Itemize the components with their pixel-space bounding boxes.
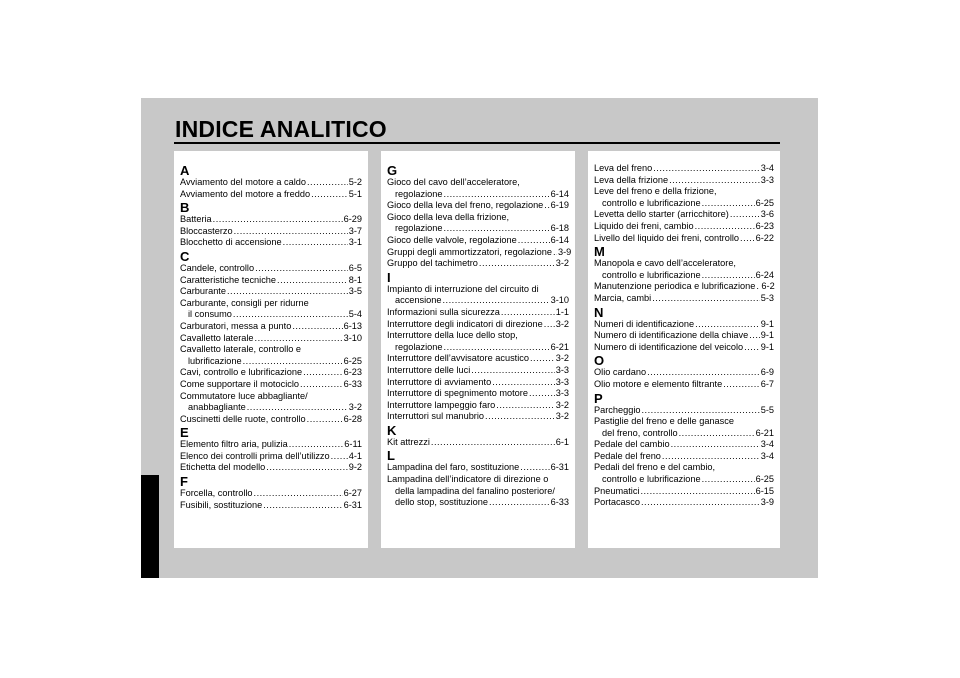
entry-page-number: 6-23 xyxy=(755,220,774,231)
index-entry xyxy=(594,486,774,498)
entry-label: controllo e lubrificazione xyxy=(602,269,701,280)
index-entry-text: Lampadina dell’indicatore di direzione o xyxy=(387,474,549,485)
entry-label: lubrificazione xyxy=(188,355,242,366)
entry-label: Fusibili, sostituzione xyxy=(180,499,263,510)
entry-label: Cavalletto laterale xyxy=(180,332,254,343)
entry-label: Interruttore dell’avvisatore acustico xyxy=(387,353,529,364)
entry-label: Pedale del freno xyxy=(594,450,661,461)
index-entry xyxy=(180,309,362,321)
entry-label: del freno, controllo xyxy=(602,427,678,438)
entry-label: Come supportare il motociclo xyxy=(180,378,299,389)
index-entry xyxy=(594,319,774,331)
index-entry-text: Pastiglie del freno e delle ganasce xyxy=(594,416,734,427)
entry-page-number: 5-4 xyxy=(348,309,362,320)
entry-page-number: 3-7 xyxy=(348,225,362,236)
entry-label: Manutenzione periodica e lubrificazione xyxy=(594,281,756,292)
dot-leader xyxy=(444,342,550,354)
dot-leader xyxy=(702,474,755,486)
dot-leader xyxy=(529,388,555,400)
index-entry xyxy=(180,356,362,368)
index-entry-text: Impianto di interruzione del circuito di xyxy=(387,283,539,294)
index-entry xyxy=(594,163,774,175)
entry-label: Candele, controllo xyxy=(180,262,255,273)
index-entry xyxy=(594,405,774,417)
entry-page-number: 3-4 xyxy=(760,163,774,173)
entry-page-number: 6-33 xyxy=(550,497,569,508)
index-entry xyxy=(387,189,569,201)
index-entry xyxy=(180,321,362,333)
entry-page-number: 8-1 xyxy=(348,274,362,285)
dot-leader xyxy=(255,263,348,275)
index-entry-text: Leve del freno e della frizione, xyxy=(594,186,717,197)
dot-leader xyxy=(730,209,760,221)
dot-leader xyxy=(255,333,343,345)
entry-label: Gioco delle valvole, regolazione xyxy=(387,234,517,245)
entry-label: Carburante xyxy=(180,286,226,297)
index-entry xyxy=(387,437,569,449)
entry-page-number: 6-22 xyxy=(755,232,774,243)
entry-page-number: 5-3 xyxy=(760,292,774,303)
dot-leader xyxy=(669,175,760,187)
entry-label: Cavi, controllo e lubrificazione xyxy=(180,367,303,378)
entry-page-number: 3-5 xyxy=(348,286,362,297)
entry-page-number: 3-3 xyxy=(555,376,569,387)
entry-label: Olio cardano xyxy=(594,367,647,378)
dot-leader xyxy=(530,353,555,365)
entry-label: Livello del liquido dei freni, controllo xyxy=(594,232,740,243)
index-entry xyxy=(387,365,569,377)
index-entry xyxy=(594,451,774,463)
index-entry xyxy=(387,497,569,509)
entry-label: Cuscinetti delle ruote, controllo xyxy=(180,413,306,424)
entry-page-number: 3-3 xyxy=(555,388,569,399)
entry-page-number: 3-2 xyxy=(555,318,569,329)
entry-page-number: 3-4 xyxy=(760,439,774,450)
dot-leader xyxy=(756,281,760,293)
index-entry xyxy=(387,223,569,235)
index-entry xyxy=(180,333,362,345)
dot-leader xyxy=(485,411,555,423)
entry-page-number: 6-29 xyxy=(343,214,362,225)
entry-page-number: 9-1 xyxy=(760,318,774,329)
index-entry xyxy=(594,221,774,233)
entry-page-number: 9-1 xyxy=(760,330,774,341)
entry-page-number: 3-10 xyxy=(343,332,362,343)
entry-label: Kit attrezzi xyxy=(387,436,430,447)
entry-page-number: 6-31 xyxy=(343,499,362,510)
dot-leader xyxy=(518,235,550,247)
entry-label: Portacasco xyxy=(594,497,640,508)
entry-page-number: 6-25 xyxy=(755,474,774,485)
dot-leader xyxy=(254,488,343,500)
index-entry xyxy=(594,175,774,187)
entry-label: accensione xyxy=(395,295,442,306)
dot-leader xyxy=(662,451,760,463)
index-entry xyxy=(594,439,774,451)
entry-page-number: 6-15 xyxy=(755,485,774,496)
index-entry xyxy=(180,189,362,201)
entry-label: Blocchetto di accensione xyxy=(180,237,282,248)
section-letter: M xyxy=(594,244,605,260)
index-entry xyxy=(594,281,774,293)
index-entry xyxy=(180,214,362,226)
section-letter: I xyxy=(387,269,391,285)
section-letter: F xyxy=(180,474,188,490)
entry-page-number: 4-1 xyxy=(348,450,362,461)
dot-leader xyxy=(653,163,759,175)
index-entry xyxy=(180,462,362,474)
entry-label: Leva del freno xyxy=(594,163,653,173)
index-entry xyxy=(594,330,774,342)
dot-leader xyxy=(289,439,344,451)
entry-label: regolazione xyxy=(395,188,443,199)
entry-label: Interruttore di spegnimento motore xyxy=(387,388,528,399)
index-entry xyxy=(387,377,569,389)
entry-page-number: 6-19 xyxy=(550,200,569,211)
entry-label: Parcheggio xyxy=(594,404,641,415)
dot-leader xyxy=(233,309,348,321)
entry-label: Interruttore delle luci xyxy=(387,364,471,375)
entry-label: Leva della frizione xyxy=(594,174,669,185)
entry-label: Levetta dello starter (arricchitore) xyxy=(594,209,729,220)
section-letter: A xyxy=(180,163,190,178)
index-entry xyxy=(387,200,569,212)
entry-label: Bloccasterzo xyxy=(180,225,233,236)
index-entry-text: Manopola e cavo dell’acceleratore, xyxy=(594,258,736,269)
entry-label: Interruttore lampeggio faro xyxy=(387,399,496,410)
entry-page-number: 3-1 xyxy=(348,237,362,248)
index-column-1 xyxy=(174,151,368,548)
entry-page-number: 3-2 xyxy=(555,399,569,410)
entry-page-number: 6-24 xyxy=(755,269,774,280)
index-entry xyxy=(387,246,572,259)
chapter-tab xyxy=(141,475,159,578)
entry-page-number: 5-2 xyxy=(348,177,362,187)
index-entry xyxy=(180,451,362,463)
index-entry xyxy=(180,226,362,238)
index-entry xyxy=(180,500,362,512)
index-column-2 xyxy=(381,151,575,548)
entry-label: il consumo xyxy=(188,309,232,320)
dot-leader xyxy=(431,437,555,449)
dot-leader xyxy=(471,365,554,377)
dot-leader xyxy=(641,405,759,417)
index-entry-text: della lampadina del fanalino posteriore/ xyxy=(395,485,555,496)
section-letter: P xyxy=(594,390,603,406)
entry-label: Interruttore degli indicatori di direzione xyxy=(387,318,543,329)
dot-leader xyxy=(479,258,555,270)
index-entry xyxy=(180,177,362,189)
dot-leader xyxy=(283,237,348,249)
entry-page-number: 6-2 xyxy=(761,281,775,292)
dot-leader xyxy=(234,226,348,238)
entry-label: Gioco della leva del freno, regolazione xyxy=(387,200,544,211)
index-entry xyxy=(180,488,362,500)
index-entry xyxy=(387,353,569,365)
entry-label: controllo e lubrificazione xyxy=(602,197,701,208)
index-entry xyxy=(594,209,774,221)
entry-page-number: 3-9 xyxy=(760,497,774,508)
entry-label: Informazioni sulla sicurezza xyxy=(387,306,500,317)
index-entry xyxy=(594,198,774,210)
dot-leader xyxy=(331,451,348,463)
section-letter: B xyxy=(180,200,190,216)
index-entry xyxy=(180,379,362,391)
entry-page-number: 6-13 xyxy=(343,320,362,331)
entry-label: anabbagliante xyxy=(188,402,246,413)
index-entry xyxy=(180,439,362,451)
dot-leader xyxy=(311,189,348,201)
title-rule xyxy=(174,142,780,144)
index-entry xyxy=(180,286,362,298)
index-entry xyxy=(594,342,774,354)
entry-label: Carburatori, messa a punto xyxy=(180,320,292,331)
entry-label: Avviamento del motore a freddo xyxy=(180,188,311,199)
index-entry xyxy=(180,414,362,426)
entry-label: Pneumatici xyxy=(594,485,640,496)
index-entry xyxy=(180,237,362,249)
index-entry-text: Carburante, consigli per ridurne xyxy=(180,297,309,308)
section-letter: G xyxy=(387,163,398,178)
entry-page-number: 6-28 xyxy=(343,413,362,424)
entry-page-number: 6-25 xyxy=(343,355,362,366)
entry-label: Elenco dei controlli prima dell’utilizzo xyxy=(180,450,330,461)
entry-label: Gruppi degli ammortizzatori, regolazione xyxy=(387,246,552,257)
entry-page-number: 6-11 xyxy=(344,439,362,450)
dot-leader xyxy=(303,367,343,379)
section-letter: O xyxy=(594,353,605,369)
index-entry xyxy=(180,367,362,379)
dot-leader xyxy=(744,342,760,354)
dot-leader xyxy=(647,367,760,379)
index-entry xyxy=(180,263,362,275)
entry-label: Lampadina del faro, sostituzione xyxy=(387,462,520,473)
index-entry xyxy=(387,400,569,412)
entry-page-number: 9-1 xyxy=(760,341,774,352)
entry-label: Interruttori sul manubrio xyxy=(387,411,485,422)
index-entry-text: Gioco del cavo dell’acceleratore, xyxy=(387,177,520,187)
entry-label: Numero di identificazione della chiave xyxy=(594,330,749,341)
entry-page-number: 6-14 xyxy=(550,234,569,245)
dot-leader xyxy=(553,247,557,259)
entry-page-number: 3-2 xyxy=(348,402,362,413)
index-entry-text: Commutatore luce abbagliante/ xyxy=(180,390,308,401)
entry-page-number: 1-1 xyxy=(555,306,569,317)
entry-label: Caratteristiche tecniche xyxy=(180,274,277,285)
entry-page-number: 6-25 xyxy=(755,197,774,208)
entry-page-number: 6-9 xyxy=(760,367,774,378)
dot-leader xyxy=(492,377,555,389)
index-entry xyxy=(594,497,774,509)
index-entry xyxy=(387,295,569,307)
entry-label: regolazione xyxy=(395,223,443,234)
index-entry xyxy=(387,388,569,400)
entry-page-number: 6-14 xyxy=(550,188,569,199)
entry-page-number: 6-21 xyxy=(755,427,774,438)
entry-label: Numeri di identificazione xyxy=(594,318,695,329)
entry-page-number: 6-18 xyxy=(550,223,569,234)
dot-leader xyxy=(247,402,348,414)
section-letter: L xyxy=(387,448,395,464)
dot-leader xyxy=(489,497,550,509)
dot-leader xyxy=(640,486,754,498)
entry-label: Gruppo del tachimetro xyxy=(387,258,478,269)
entry-page-number: 6-5 xyxy=(348,262,362,273)
entry-label: Interruttore di avviamento xyxy=(387,376,492,387)
dot-leader xyxy=(307,414,343,426)
dot-leader xyxy=(702,270,755,282)
dot-leader xyxy=(679,428,755,440)
entry-label: Avviamento del motore a caldo xyxy=(180,177,306,187)
entry-page-number: 3-2 xyxy=(555,258,569,269)
section-letter: N xyxy=(594,304,604,320)
entry-label: controllo e lubrificazione xyxy=(602,474,701,485)
index-entry xyxy=(387,258,569,270)
dot-leader xyxy=(695,319,760,331)
index-entry xyxy=(594,474,774,486)
index-entry xyxy=(594,293,774,305)
dot-leader xyxy=(444,189,550,201)
dot-leader xyxy=(740,233,755,245)
dot-leader xyxy=(671,439,760,451)
dot-leader xyxy=(263,500,342,512)
entry-label: Olio motore e elemento filtrante xyxy=(594,378,723,389)
entry-page-number: 6-31 xyxy=(550,462,569,473)
dot-leader xyxy=(277,275,348,287)
section-letter: K xyxy=(387,422,397,438)
entry-label: Liquido dei freni, cambio xyxy=(594,220,694,231)
dot-leader xyxy=(292,321,342,333)
index-entry xyxy=(387,235,569,247)
index-entry xyxy=(180,275,362,287)
entry-page-number: 3-2 xyxy=(555,353,569,364)
index-entry-text: Cavalletto laterale, controllo e xyxy=(180,344,302,355)
index-entry xyxy=(387,411,569,423)
index-entry xyxy=(387,307,569,319)
index-entry xyxy=(387,342,569,354)
index-entry xyxy=(594,233,774,245)
dot-leader xyxy=(213,214,343,226)
dot-leader xyxy=(520,462,549,474)
entry-page-number: 5-1 xyxy=(348,188,362,199)
dot-leader xyxy=(496,400,554,412)
index-entry xyxy=(594,379,774,391)
entry-page-number: 9-2 xyxy=(348,462,362,473)
section-letter: C xyxy=(180,248,190,264)
dot-leader xyxy=(444,223,550,235)
index-entry-text: Interruttore della luce dello stop, xyxy=(387,330,518,341)
dot-leader xyxy=(652,293,760,305)
dot-leader xyxy=(544,319,555,331)
index-entry-text: Pedali del freno e del cambio, xyxy=(594,462,716,473)
page-title: INDICE ANALITICO xyxy=(175,116,387,142)
dot-leader xyxy=(442,295,549,307)
index-entry xyxy=(594,428,774,440)
entry-page-number: 3-2 xyxy=(555,411,569,422)
entry-page-number: 3-3 xyxy=(760,174,774,185)
index-entry xyxy=(387,319,569,331)
dot-leader xyxy=(266,462,347,474)
entry-page-number: 3-4 xyxy=(760,450,774,461)
entry-page-number: 6-33 xyxy=(343,378,362,389)
entry-label: Batteria xyxy=(180,214,212,225)
section-letter: E xyxy=(180,425,189,441)
dot-leader xyxy=(749,330,759,342)
entry-page-number: 6-7 xyxy=(760,378,774,389)
entry-page-number: 3-9 xyxy=(557,246,572,257)
index-entry-text: Gioco della leva della frizione, xyxy=(387,211,510,222)
index-entry xyxy=(594,270,774,282)
index-entry xyxy=(180,402,362,414)
entry-page-number: 6-1 xyxy=(555,436,569,447)
entry-label: Forcella, controllo xyxy=(180,488,253,499)
dot-leader xyxy=(300,379,343,391)
entry-label: Elemento filtro aria, pulizia xyxy=(180,439,288,450)
entry-page-number: 3-3 xyxy=(555,364,569,375)
entry-label: dello stop, sostituzione xyxy=(395,497,488,508)
entry-page-number: 5-5 xyxy=(760,404,774,415)
dot-leader xyxy=(243,356,343,368)
entry-label: Pedale del cambio xyxy=(594,439,670,450)
entry-label: Numero di identificazione del veicolo xyxy=(594,341,744,352)
dot-leader xyxy=(501,307,555,319)
entry-page-number: 6-23 xyxy=(343,367,362,378)
entry-page-number: 6-21 xyxy=(550,341,569,352)
dot-leader xyxy=(544,200,549,212)
dot-leader xyxy=(227,286,348,298)
index-entry xyxy=(594,367,774,379)
entry-page-number: 3-6 xyxy=(760,209,774,220)
dot-leader xyxy=(695,221,755,233)
index-column-3 xyxy=(588,151,780,548)
entry-label: Marcia, cambi xyxy=(594,292,652,303)
dot-leader xyxy=(641,497,760,509)
dot-leader xyxy=(307,177,348,189)
dot-leader xyxy=(702,198,755,210)
index-entry xyxy=(387,462,569,474)
entry-label: regolazione xyxy=(395,341,443,352)
entry-label: Etichetta del modello xyxy=(180,462,266,473)
entry-page-number: 3-10 xyxy=(550,295,569,306)
entry-page-number: 6-27 xyxy=(343,488,362,499)
dot-leader xyxy=(723,379,760,391)
